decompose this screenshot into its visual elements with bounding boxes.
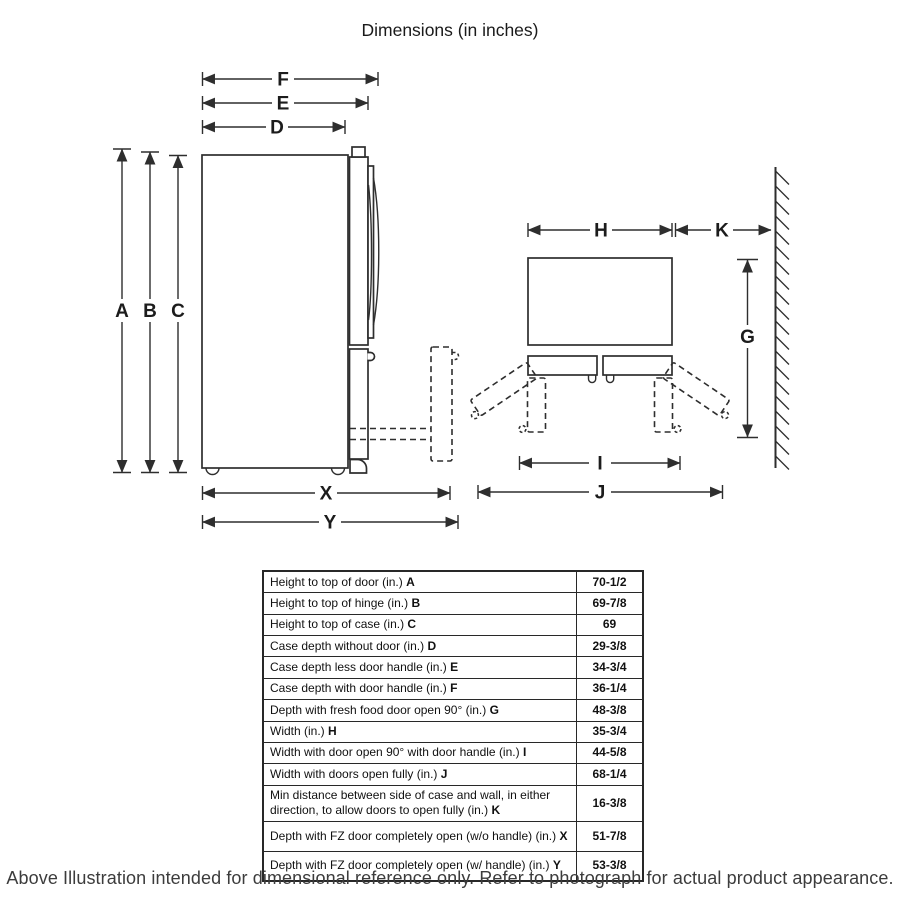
side-foot-left bbox=[206, 468, 219, 475]
side-freezer-door-open-dashed bbox=[431, 347, 452, 461]
side-case bbox=[202, 155, 348, 468]
top-right-door-closed bbox=[603, 356, 672, 375]
dimension-Y bbox=[203, 511, 459, 534]
dimension-H bbox=[528, 219, 672, 242]
table-row: Depth with fresh food door open 90° (in.) G 48-3/8 bbox=[263, 700, 643, 721]
table-row: Case depth with door handle (in.) F 36-1/4 bbox=[263, 678, 643, 699]
label-B: B bbox=[143, 301, 157, 322]
dimension-value: 16-3/8 bbox=[577, 785, 644, 822]
label-Y: Y bbox=[323, 512, 337, 534]
label-A: A bbox=[115, 301, 129, 322]
page-title: Dimensions (in inches) bbox=[361, 20, 539, 40]
dimension-value: 48-3/8 bbox=[577, 700, 644, 721]
dimension-J bbox=[478, 481, 723, 504]
side-freezer-handle bbox=[368, 353, 375, 361]
top-left-door-open-90-dashed bbox=[528, 378, 546, 432]
table-row: Depth with FZ door completely open (w/ handle) (in.) Y 53-3/8 bbox=[263, 851, 643, 881]
table-row: Height to top of case (in.) C 69 bbox=[263, 614, 643, 635]
dimension-G bbox=[737, 260, 759, 438]
top-case bbox=[528, 258, 672, 345]
dimension-value: 35-3/4 bbox=[577, 721, 644, 742]
dimension-value: 29-3/8 bbox=[577, 636, 644, 657]
dimension-value: 69-7/8 bbox=[577, 593, 644, 614]
table-row: Height to top of hinge (in.) B 69-7/8 bbox=[263, 593, 643, 614]
fridge-top-view bbox=[464, 167, 789, 470]
dimension-value: 36-1/4 bbox=[577, 678, 644, 699]
top-left-door-closed bbox=[528, 356, 597, 375]
top-right-open-handle-dashed bbox=[674, 426, 681, 433]
dimension-A bbox=[111, 149, 133, 473]
side-door-hinge bbox=[352, 147, 365, 157]
table-row: Width with doors open fully (in.) J 68-1/4 bbox=[263, 764, 643, 785]
dimensions-table bbox=[262, 570, 644, 882]
table-row: Depth with FZ door completely open (w/o handle) (in.) X 51-7/8 bbox=[263, 822, 643, 851]
fridge-side-view bbox=[202, 147, 459, 475]
dimension-value: 53-3/8 bbox=[577, 851, 644, 881]
dimension-D bbox=[203, 116, 346, 139]
top-right-door-open-fully-dashed bbox=[663, 362, 737, 420]
label-G: G bbox=[740, 327, 755, 348]
top-right-door-open-90-dashed bbox=[655, 378, 673, 432]
dimension-value: 51-7/8 bbox=[577, 822, 644, 851]
footer-note: Above Illustration intended for dimensional reference only. Refer to photograph for actual product appearance. bbox=[6, 868, 894, 888]
top-left-door-handle bbox=[589, 375, 596, 383]
dimension-C bbox=[167, 156, 189, 473]
label-F: F bbox=[277, 69, 289, 91]
dimension-F bbox=[203, 68, 379, 91]
dimension-value: 34-3/4 bbox=[577, 657, 644, 678]
label-E: E bbox=[276, 93, 290, 115]
top-left-open-handle-dashed bbox=[519, 426, 526, 433]
dimension-I bbox=[520, 452, 681, 475]
label-K: K bbox=[715, 220, 729, 242]
label-I: I bbox=[597, 453, 603, 475]
top-left-door-open-fully-dashed bbox=[464, 362, 538, 420]
dimension-B bbox=[139, 152, 161, 473]
dimension-value: 68-1/4 bbox=[577, 764, 644, 785]
table-row: Height to top of door (in.) A 70-1/2 bbox=[263, 571, 643, 593]
side-fresh-food-door bbox=[350, 157, 369, 345]
label-C: C bbox=[171, 301, 185, 322]
dimension-X bbox=[203, 482, 451, 505]
dimension-value: 44-5/8 bbox=[577, 742, 644, 763]
label-D: D bbox=[270, 117, 284, 139]
label-X: X bbox=[319, 483, 333, 505]
side-freezer-door bbox=[350, 349, 369, 459]
dimension-value: 70-1/2 bbox=[577, 571, 644, 593]
table-row: Case depth less door handle (in.) E 34-3/4 bbox=[263, 657, 643, 678]
table-row: Width with door open 90° with door handle (in.) I 44-5/8 bbox=[263, 742, 643, 763]
side-foot-right bbox=[332, 468, 345, 475]
label-H: H bbox=[594, 220, 608, 242]
dimension-value: 69 bbox=[577, 614, 644, 635]
table-row: Min distance between side of case and wall, in either direction, to allow doors to open fully (in.) K 16-3/8 bbox=[263, 785, 643, 822]
wall-hatching bbox=[776, 171, 790, 470]
dimension-E bbox=[203, 92, 369, 115]
top-right-door-handle bbox=[607, 375, 614, 383]
table-row: Case depth without door (in.) D 29-3/8 bbox=[263, 636, 643, 657]
dimension-K bbox=[676, 219, 772, 242]
label-J: J bbox=[594, 482, 606, 504]
side-door-roller bbox=[350, 460, 367, 474]
side-freezer-open-handle-dashed bbox=[453, 353, 459, 360]
table-row: Width (in.) H 35-3/4 bbox=[263, 721, 643, 742]
